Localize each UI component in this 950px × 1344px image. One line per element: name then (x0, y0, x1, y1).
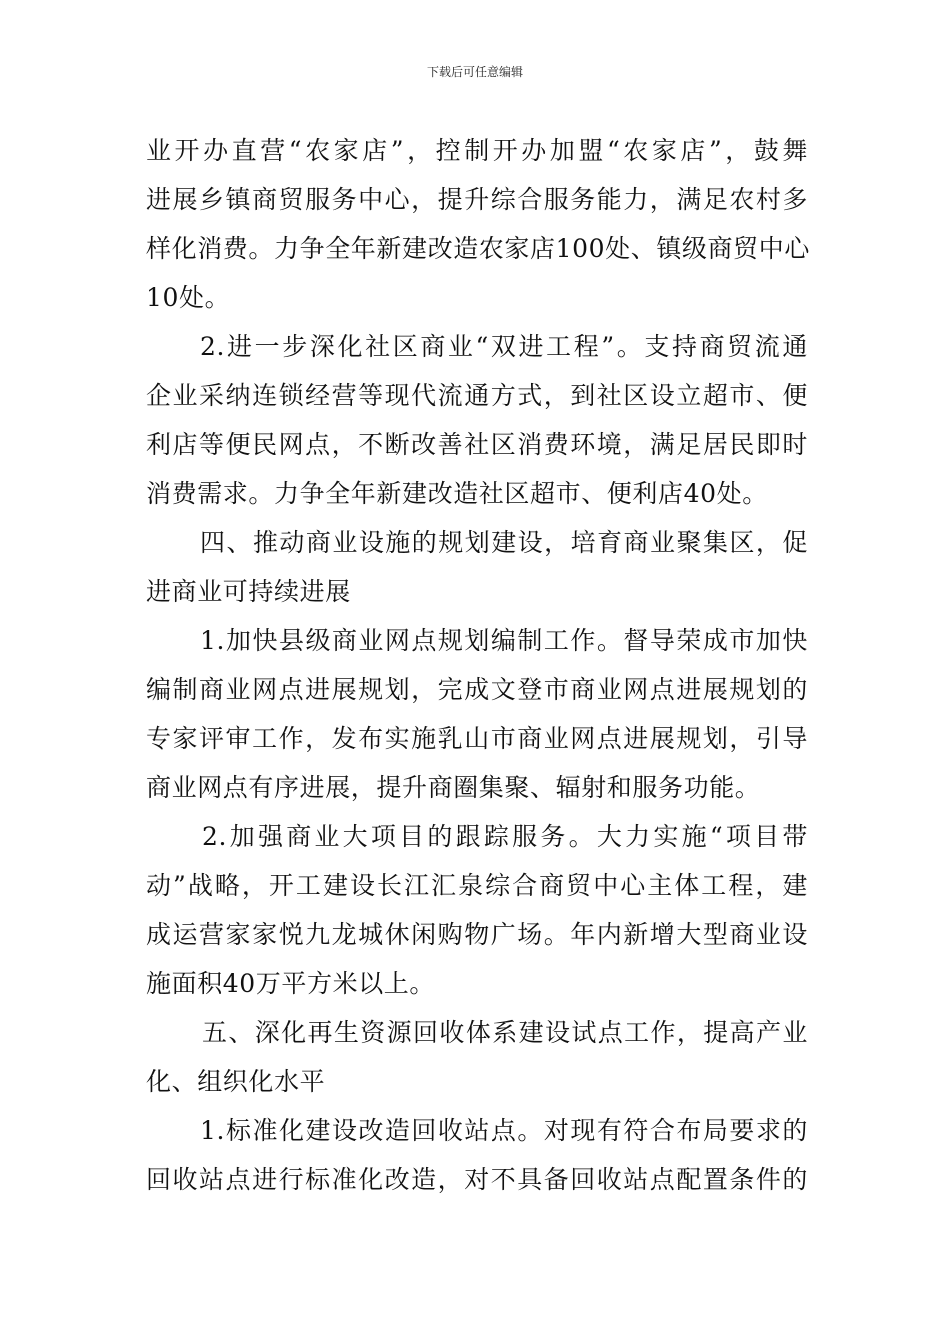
text-line: 10处。 (146, 283, 231, 312)
text-line: 1.加快县级商业网点规划编制工作。督导荣成市加快 (200, 626, 808, 655)
text-line: 2.进一步深化社区商业“双进工程”。支持商贸流通 (200, 332, 808, 361)
page-header: 下载后可任意编辑 (426, 65, 523, 79)
text-line: 2.加强商业大项目的跟踪服务。大力实施“项目带 (202, 822, 808, 851)
text-line: 利店等便民网点，不断改善社区消费环境，满足居民即时 (146, 430, 808, 459)
text-line: 专家评审工作，发布实施乳山市商业网点进展规划，引导 (146, 724, 808, 753)
text-line: 回收站点进行标准化改造，对不具备回收站点配置条件的 (146, 1165, 808, 1194)
text-line: 商业网点有序进展，提升商圈集聚、辐射和服务功能。 (146, 773, 761, 802)
text-line: 成运营家家悦九龙城休闲购物广场。年内新增大型商业设 (146, 920, 808, 949)
document-body (146, 126, 808, 1204)
text-line: 进展乡镇商贸服务中心，提升综合服务能力，满足农村多 (146, 185, 808, 214)
text-line: 企业采纳连锁经营等现代流通方式，到社区设立超市、便 (146, 381, 808, 410)
text-line: 动”战略，开工建设长江汇泉综合商贸中心主体工程，建 (146, 871, 808, 900)
text-line: 业开办直营“农家店”，控制开办加盟“农家店”，鼓舞 (146, 136, 808, 165)
text-line: 消费需求。力争全年新建改造社区超市、便利店40处。 (146, 479, 768, 508)
text-line: 编制商业网点进展规划，完成文登市商业网点进展规划的 (146, 675, 808, 704)
section-heading-line: 进商业可持续进展 (146, 577, 351, 606)
text-line: 样化消费。力争全年新建改造农家店100处、镇级商贸中心 (146, 234, 810, 263)
text-line: 1.标准化建设改造回收站点。对现有符合布局要求的 (200, 1116, 808, 1145)
section-heading-line: 四、推动商业设施的规划建设，培育商业聚集区，促 (200, 528, 808, 557)
section-heading-line: 化、组织化水平 (146, 1067, 326, 1096)
section-heading-line: 五、深化再生资源回收体系建设试点工作，提高产业 (202, 1018, 808, 1047)
text-line: 施面积40万平方米以上。 (146, 969, 436, 998)
